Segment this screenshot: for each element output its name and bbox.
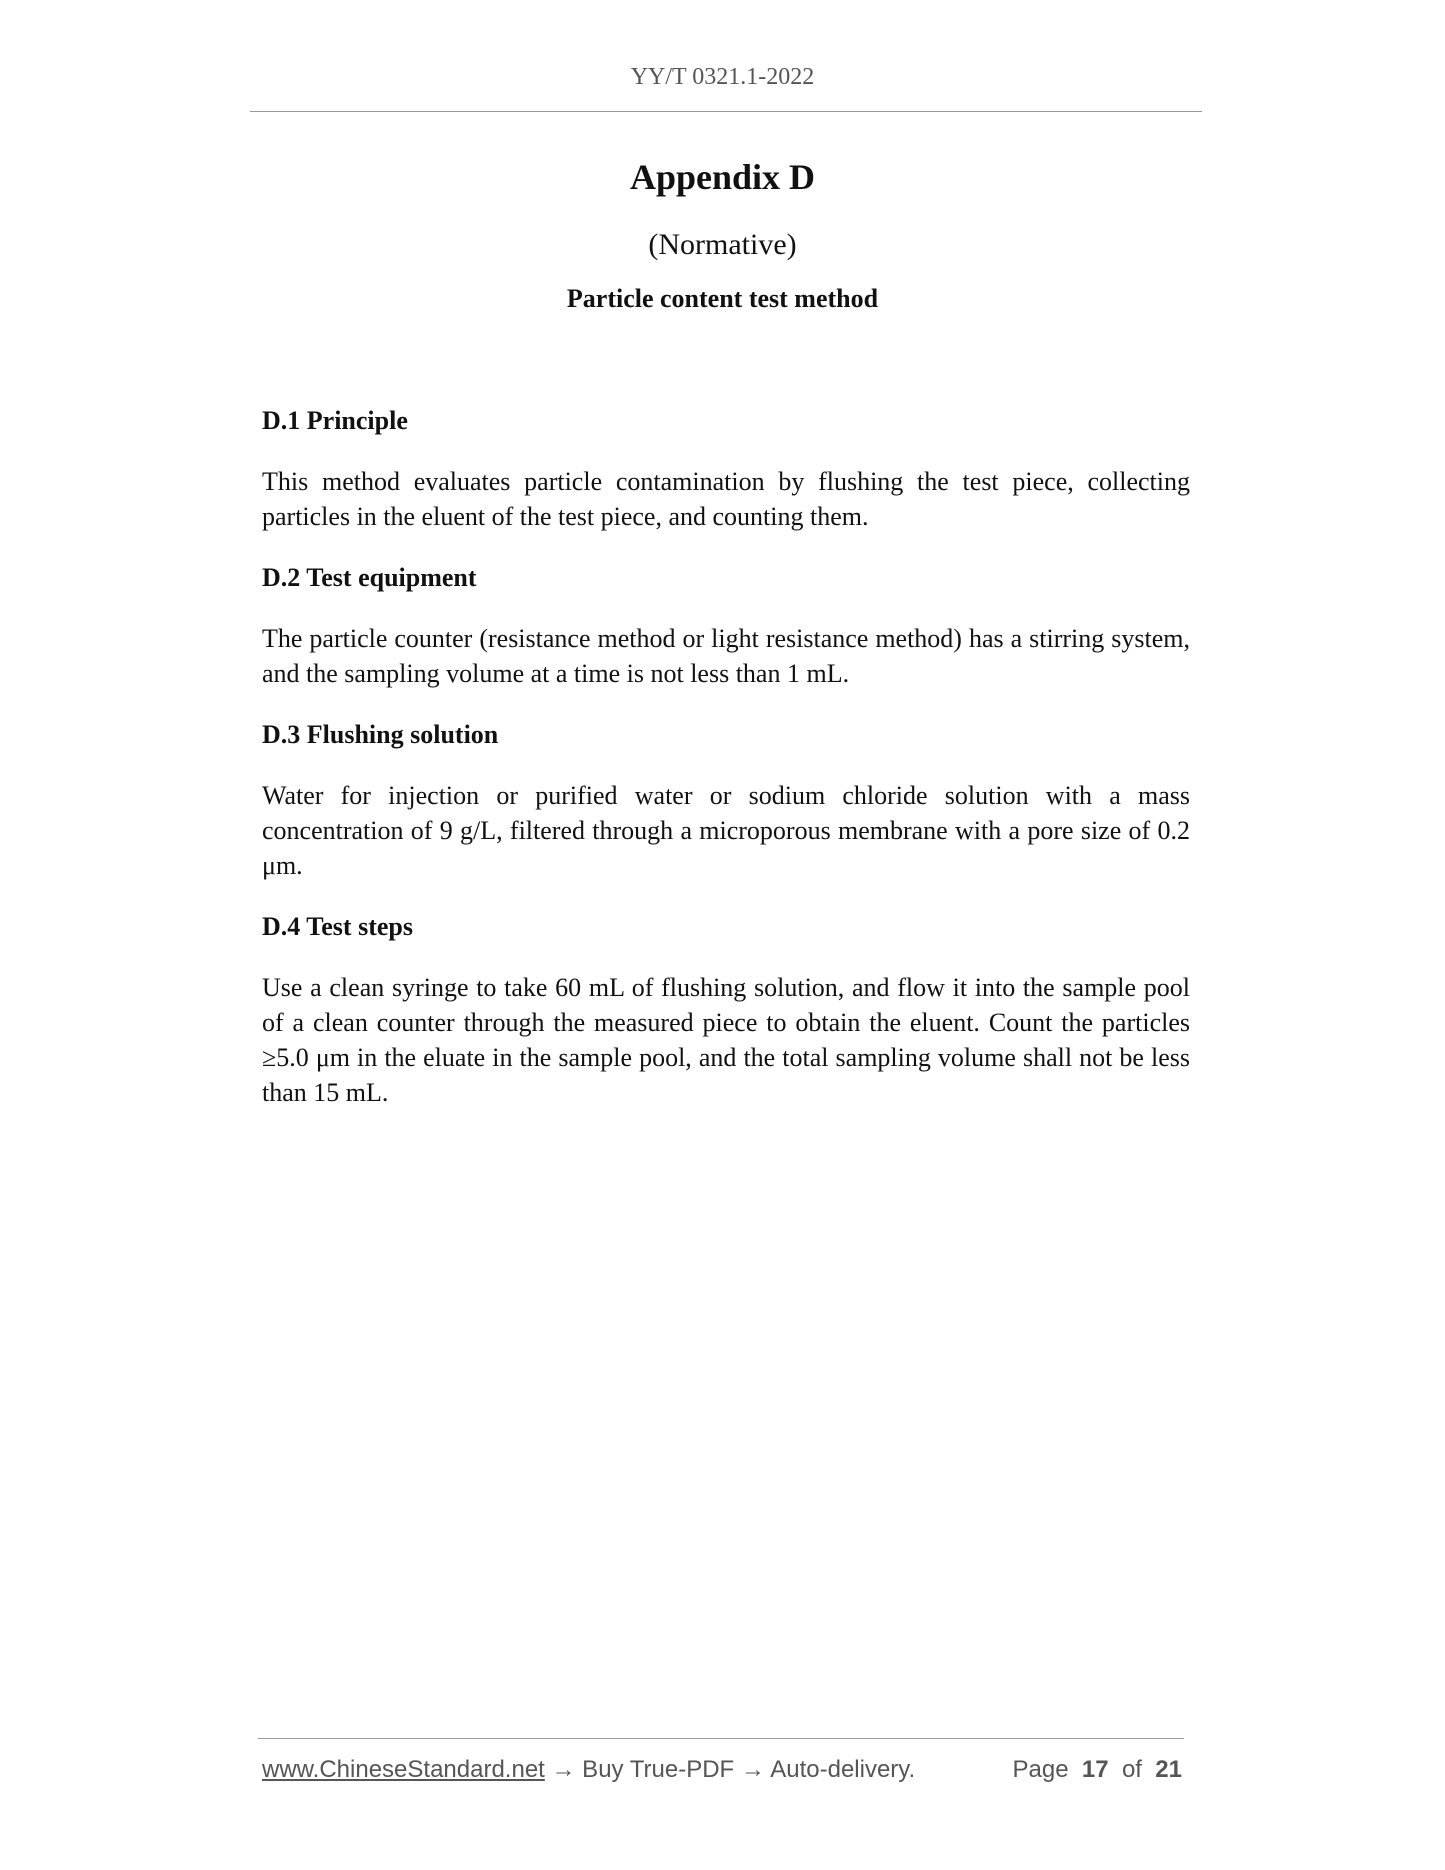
appendix-title: Appendix D bbox=[629, 157, 816, 197]
footer-promo bbox=[262, 1756, 915, 1784]
appendix-subject: Particle content test method bbox=[566, 284, 879, 313]
page-current: 17 bbox=[1081, 1756, 1109, 1783]
page-label: Page bbox=[1012, 1756, 1069, 1783]
website-link[interactable]: www.ChineseStandard.net bbox=[262, 1756, 545, 1783]
section-heading-principle: D.1 Principle bbox=[262, 406, 408, 435]
page-footer bbox=[262, 1756, 1188, 1786]
section-heading-test-steps: D.4 Test steps bbox=[262, 912, 413, 941]
section-body-flushing-solution: Water for injection or purified water or sodium chloride solution with a mass concentration of 9 g/L, filtered through a microporous membrane with a pore size of 0.2 μm. bbox=[262, 781, 1190, 880]
section-body-test-equipment: The particle counter (resistance method or light resistance method) has a stirring system, and the sampling volume at a time is not less than 1 mL. bbox=[262, 624, 1190, 688]
page-of: of bbox=[1121, 1756, 1142, 1783]
appendix-type: (Normative) bbox=[648, 228, 797, 261]
section-body-principle: This method evaluates particle contamination by flushing the test piece, collecting particles in the eluent of the test piece, and counting them. bbox=[262, 467, 1190, 531]
page-indicator bbox=[1012, 1756, 1182, 1784]
document-body bbox=[262, 403, 1190, 1136]
page-total: 21 bbox=[1155, 1756, 1182, 1783]
section-heading-test-equipment: D.2 Test equipment bbox=[262, 563, 477, 592]
document-id: YY/T 0321.1-2022 bbox=[630, 64, 815, 90]
footer-divider bbox=[258, 1738, 1184, 1739]
section-body-test-steps: Use a clean syringe to take 60 mL of flushing solution, and flow it into the sample pool of a clean counter through the measured piece to obtain the eluent. Count the particles ≥5.0 μm in the eluate in the sample pool, and the total sampling volume shall not be less than 15 mL. bbox=[262, 973, 1190, 1107]
section-heading-flushing-solution: D.3 Flushing solution bbox=[262, 720, 499, 749]
footer-promo-text: → Buy True-PDF → Auto-delivery. bbox=[544, 1756, 916, 1783]
header-divider bbox=[250, 111, 1202, 112]
